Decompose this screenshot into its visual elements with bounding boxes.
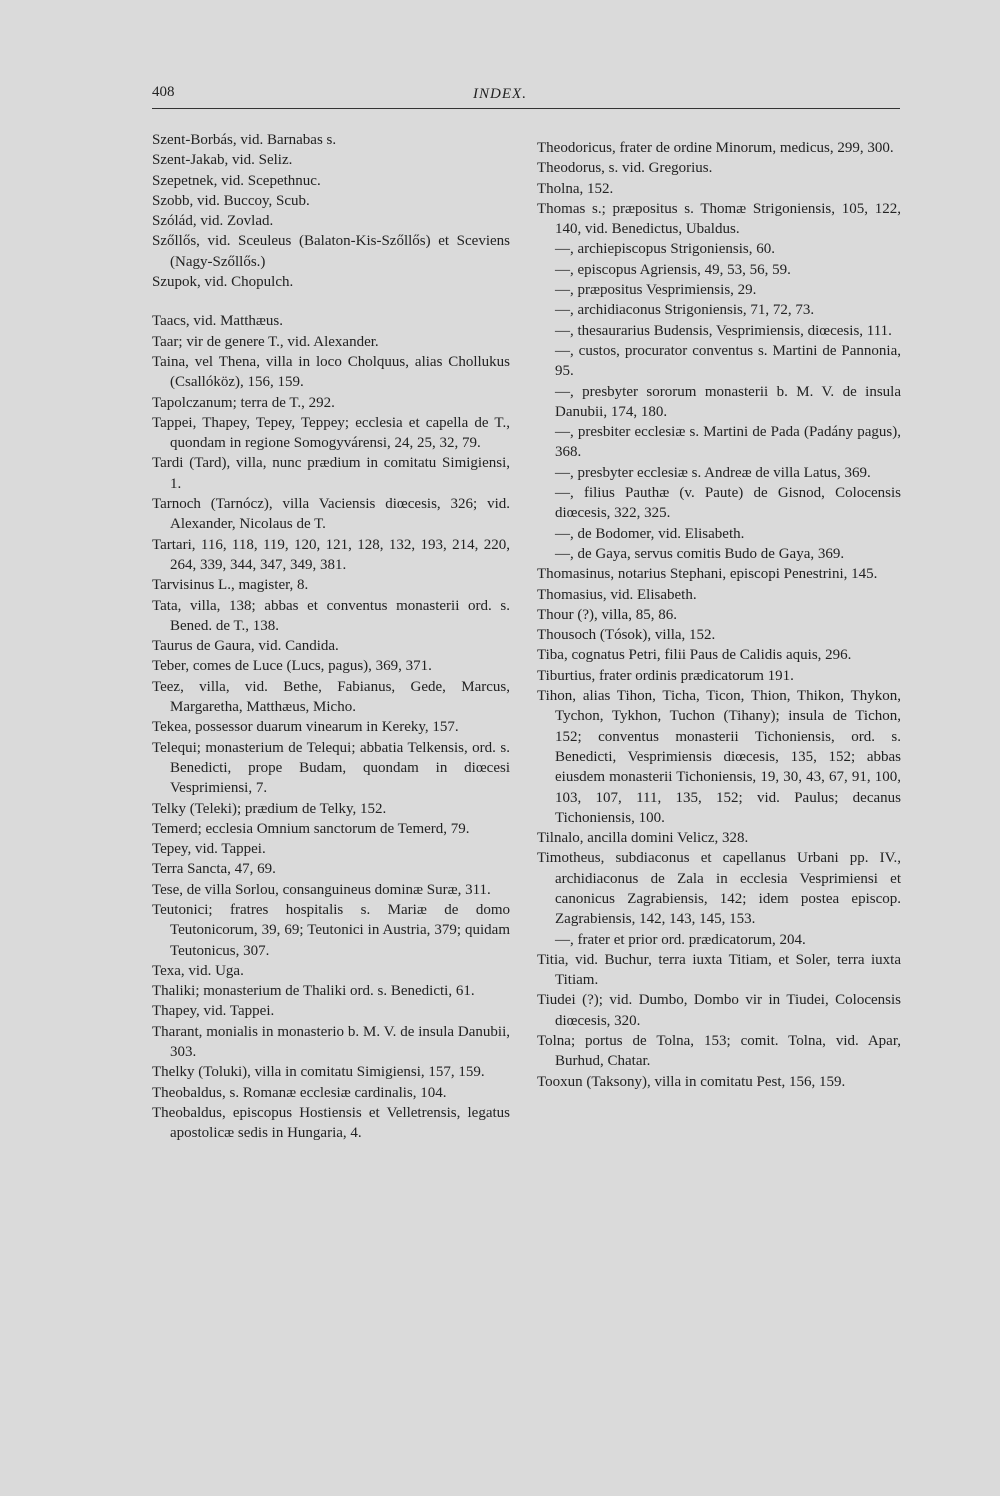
index-entry: Tekea, possessor duarum vinearum in Kereky, 157. [152, 719, 459, 736]
index-entry: Telequi; monasterium de Telequi; abbatia Telkensis, ord. s. Benedicti, prope Budam, quondam in diœcesi Vesprimiensi, 7. [152, 739, 510, 797]
index-entry: Taurus de Gaura, vid. Candida. [152, 638, 339, 655]
page-number: 408 [152, 84, 175, 100]
index-subentry: —, presbyter sororum monasterii b. M. V. de insula Danubii, 174, 180. [555, 383, 901, 420]
index-entry: Teutonici; fratres hospitalis s. Mariæ de domo Teutonicorum, 39, 69; Teutonici in Austria, 379; quidam Teutonicus, 307. [152, 901, 510, 959]
index-subentry: —, episcopus Agriensis, 49, 53, 56, 59. [555, 261, 791, 278]
index-entry: Thour (?), villa, 85, 86. [537, 606, 677, 623]
index-entry: Tappei, Thapey, Tepey, Teppey; ecclesia et capella de T., quondam in regione Somogyvárensi, 24, 25, 32, 79. [152, 414, 510, 452]
index-entry: Szent-Jakab, vid. Seliz. [152, 152, 293, 169]
index-entry: Szupok, vid. Chopulch. [152, 274, 294, 291]
index-entry: Tiburtius, frater ordinis prædicatorum 191. [537, 667, 794, 684]
right-column [537, 138, 901, 1092]
index-entry: Thousoch (Tósok), villa, 152. [537, 627, 716, 644]
index-entry: Tardi (Tard), villa, nunc prædium in comitatu Simigiensi, 1. [152, 455, 510, 492]
index-entry: Texa, vid. Uga. [152, 962, 244, 979]
index-subentry: —, archiepiscopus Strigoniensis, 60. [555, 241, 775, 258]
index-entry: Tapolczanum; terra de T., 292. [152, 394, 335, 411]
index-entry: Szobb, vid. Buccoy, Scub. [152, 192, 310, 209]
index-entry: Theobaldus, episcopus Hostiensis et Velletrensis, legatus apostolicæ sedis in Hungaria, 4. [152, 1104, 510, 1142]
index-entry: Telky (Teleki); prædium de Telky, 152. [152, 800, 387, 817]
index-entry: Tese, de villa Sorlou, consanguineus dominæ Suræ, 311. [152, 881, 491, 898]
index-entry: Szepetnek, vid. Scepethnuc. [152, 172, 321, 189]
index-entry: Taar; vir de genere T., vid. Alexander. [152, 333, 379, 350]
index-entry: Thomasius, vid. Elisabeth. [537, 586, 697, 603]
index-entry: Tilnalo, ancilla domini Velicz, 328. [537, 830, 749, 847]
index-entry: Tiba, cognatus Petri, filii Paus de Calidis aquis, 296. [537, 647, 852, 664]
index-subentry: —, de Gaya, servus comitis Budo de Gaya, 369. [555, 545, 845, 562]
section-gap [152, 292, 510, 311]
index-entry: Tooxun (Taksony), villa in comitatu Pest, 156, 159. [537, 1073, 846, 1090]
index-subentry: —, thesaurarius Budensis, Vesprimiensis, diœcesis, 111. [555, 322, 892, 339]
index-subentry: —, archidiaconus Strigoniensis, 71, 72, 73. [555, 302, 815, 319]
index-entry: Tarnoch (Tarnócz), villa Vaciensis diœcesis, 326; vid. Alexander, Nicolaus de T. [152, 496, 510, 533]
index-subentry: —, præpositus Vesprimiensis, 29. [555, 282, 757, 299]
index-entry: Theodoricus, frater de ordine Minorum, medicus, 299, 300. [537, 140, 894, 156]
index-subentry: —, frater et prior ord. prædicatorum, 204. [555, 931, 806, 948]
page-header [152, 84, 848, 106]
index-entry: Tholna, 152. [537, 180, 614, 197]
index-subentry: —, presbyter ecclesiæ s. Andreæ de villa Latus, 369. [555, 464, 871, 481]
index-entry: Temerd; ecclesia Omnium sanctorum de Temerd, 79. [152, 820, 470, 837]
index-entry: Tartari, 116, 118, 119, 120, 121, 128, 132, 193, 214, 220, 264, 339, 344, 347, 349, 381. [152, 536, 510, 573]
index-entry: Thomasinus, notarius Stephani, episcopi Penestrini, 145. [537, 566, 878, 583]
index-entry: Thaliki; monasterium de Thaliki ord. s. Benedicti, 61. [152, 983, 475, 1000]
index-subentry: —, filius Pauthæ (v. Paute) de Gisnod, Colocensis diœcesis, 322, 325. [555, 485, 901, 522]
index-subentry: —, custos, procurator conventus s. Martini de Pannonia, 95. [555, 342, 901, 380]
index-entry: Szent-Borbás, vid. Barnabas s. [152, 132, 337, 148]
index-entry: Thelky (Toluki), villa in comitatu Simigiensi, 157, 159. [152, 1064, 485, 1081]
index-entry: Tihon, alias Tihon, Ticha, Ticon, Thion, Thikon, Thykon, Tychon, Tykhon, Tuchon (Tihany); insula de Tichon, 152; conventus monasterii Tichoniensis, ord. s. Benedicti, Vesprimiensis diœcesis, 135, 152; abbas eiusdem monasterii Tichoniensis, 19, 30, 43, 67, 91, 100, 103, 107, 111, 135, 152; vid. Paulus; decanus Tichoniensis, 100. [537, 688, 901, 826]
index-entry: Tolna; portus de Tolna, 153; comit. Tolna, vid. Apar, Burhud, Chatar. [537, 1033, 901, 1070]
index-entry: Theobaldus, s. Romanæ ecclesiæ cardinalis, 104. [152, 1084, 447, 1101]
index-entry: Thomas s.; præpositus s. Thomæ Strigoniensis, 105, 122, 140, vid. Benedictus, Ubaldus. [537, 200, 901, 238]
index-entry: Tepey, vid. Tappei. [152, 841, 266, 858]
index-entry: Terra Sancta, 47, 69. [152, 861, 276, 878]
index-entry: Taacs, vid. Matthæus. [152, 313, 284, 330]
index-entry: Tarvisinus L., magister, 8. [152, 577, 309, 594]
running-title: INDEX. [473, 86, 527, 102]
index-entry: Taina, vel Thena, villa in loco Cholquus, alias Chollukus (Csallóköz), 156, 159. [152, 353, 510, 391]
index-subentry: —, de Bodomer, vid. Elisabeth. [555, 525, 745, 542]
index-entry: Tharant, monialis in monasterio b. M. V. de insula Danubii, 303. [152, 1023, 510, 1061]
index-entry: Teber, comes de Luce (Lucs, pagus), 369, 371. [152, 658, 432, 675]
index-entry: Theodorus, s. vid. Gregorius. [537, 160, 713, 177]
index-entry: Tata, villa, 138; abbas et conventus monasterii ord. s. Bened. de T., 138. [152, 597, 510, 634]
index-entry: Titia, vid. Buchur, terra iuxta Titiam, et Soler, terra iuxta Titiam. [537, 951, 901, 989]
index-entry: Teez, villa, vid. Bethe, Fabianus, Gede, Marcus, Margaretha, Matthæus, Micho. [152, 678, 510, 716]
index-entry: Tiudei (?); vid. Dumbo, Dombo vir in Tiudei, Colocensis diœcesis, 320. [537, 992, 901, 1029]
index-entry: Szólád, vid. Zovlad. [152, 213, 274, 230]
index-subentry: —, presbiter ecclesiæ s. Martini de Pada (Padány pagus), 368. [555, 424, 901, 461]
header-rule [152, 108, 900, 109]
index-entry: Thapey, vid. Tappei. [152, 1003, 275, 1020]
left-column [152, 130, 510, 1144]
index-entry: Timotheus, subdiaconus et capellanus Urbani pp. IV., archidiaconus de Zala in ecclesia Vesprimiensi et canonicus Zagrabiensis, 142; idem postea episcop. Zagrabiensis, 142, 143, 145, 153. [537, 850, 901, 928]
index-entry: Szőllős, vid. Sceuleus (Balaton-Kis-Szőllős) et Sceviens (Nagy-Szőllős.) [152, 233, 510, 270]
